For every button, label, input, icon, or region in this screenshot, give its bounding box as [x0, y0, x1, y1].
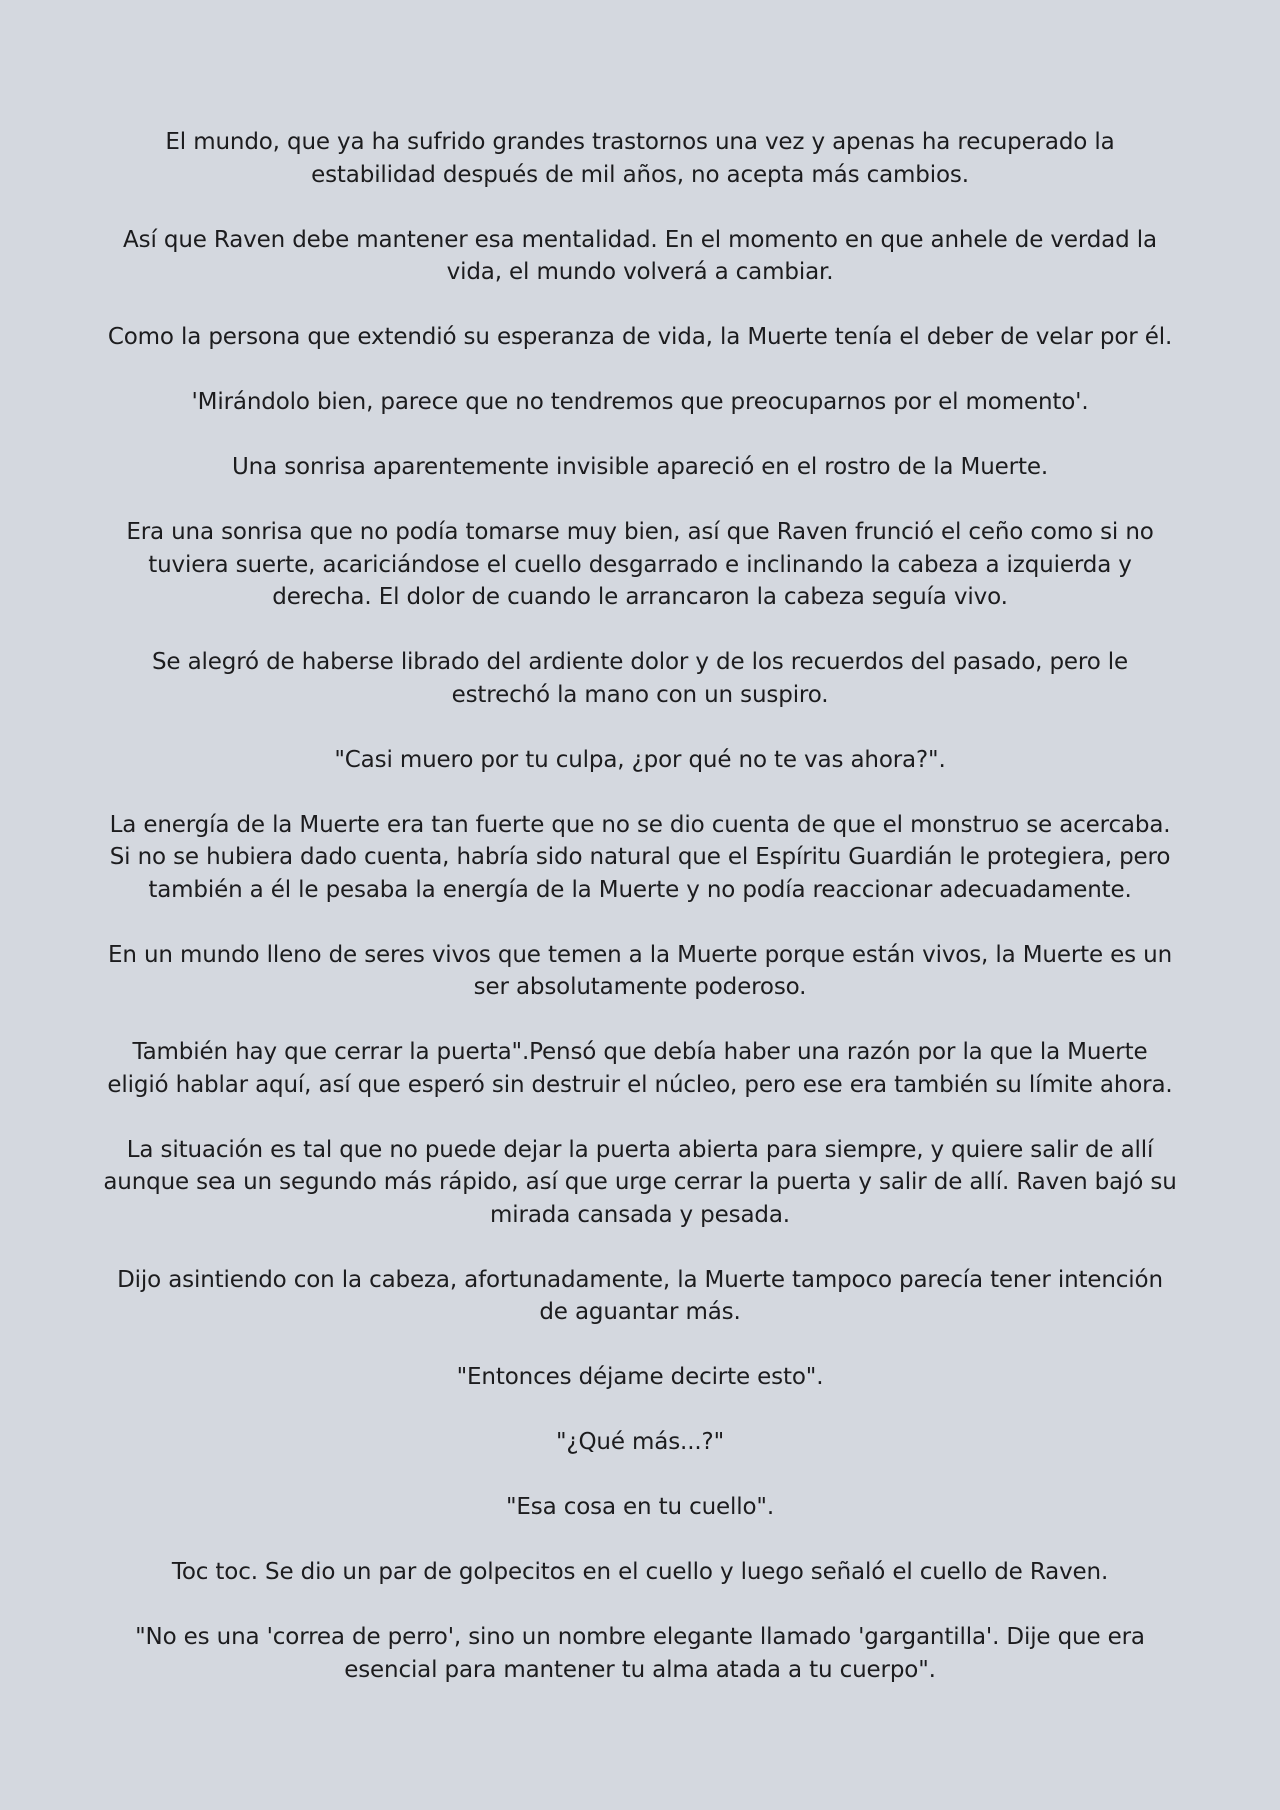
paragraph: También hay que cerrar la puerta".Pensó que debía haber una razón por la que la Muerte eligió hablar aquí, así que esperó sin destruir el núcleo, pero ese era también su límite ahora.	[107, 1039, 1173, 1098]
paragraph: Era una sonrisa que no podía tomarse muy bien, así que Raven frunció el ceño como si no tuviera suerte, acariciándose el cuello desgarrado e inclinando la cabeza a izquierda y derecha. El dolor de cuando le arrancaron la cabeza seguía vivo.	[126, 519, 1154, 610]
paragraph: Dijo asintiendo con la cabeza, afortunadamente, la Muerte tampoco parecía tener intención de aguantar más.	[117, 1266, 1163, 1325]
paragraph: "Esa cosa en tu cuello".	[505, 1494, 775, 1520]
paragraph: Como la persona que extendió su esperanza de vida, la Muerte tenía el deber de velar por él.	[107, 324, 1173, 350]
paragraph: 'Mirándolo bien, parece que no tendremos que preocuparnos por el momento'.	[191, 389, 1089, 415]
paragraph: En un mundo lleno de seres vivos que temen a la Muerte porque están vivos, la Muerte es un ser absolutamente poderoso.	[107, 941, 1173, 1000]
paragraph: El mundo, que ya ha sufrido grandes trastornos una vez y apenas ha recuperado la estabilidad después de mil años, no acepta más cambios.	[165, 129, 1115, 188]
paragraph: "Casi muero por tu culpa, ¿por qué no te vas ahora?".	[334, 746, 946, 773]
paragraph: "No es una 'correa de perro', sino un nombre elegante llamado 'gargantilla'. Dije que era esencial para mantener tu alma atada a tu cuerpo".	[135, 1624, 1145, 1683]
paragraph: Toc toc. Se dio un par de golpecitos en el cuello y luego señaló el cuello de Raven.	[171, 1559, 1109, 1585]
paragraph: La situación es tal que no puede dejar la puerta abierta para siempre, y quiere salir de allí aunque sea un segundo más rápido, así que urge cerrar la puerta y salir de allí. Raven bajó su mirada cansada y pesada.	[103, 1136, 1177, 1228]
paragraph: La energía de la Muerte era tan fuerte que no se dio cuenta de que el monstruo se acercaba. Si no se hubiera dado cuenta, habría sido natural que el Espíritu Guardián le protegiera, pero también a él le pesaba la energía de la Muerte y no podía reaccionar adecuadamente.	[109, 811, 1171, 903]
paragraph: Así que Raven debe mantener esa mentalidad. En el momento en que anhele de verdad la vida, el mundo volverá a cambiar.	[123, 226, 1157, 285]
paragraph: "¿Qué más...?"	[555, 1429, 725, 1455]
paragraph: Se alegró de haberse librado del ardiente dolor y de los recuerdos del pasado, pero le estrechó la mano con un suspiro.	[151, 649, 1129, 708]
paragraph: Una sonrisa aparentemente invisible apareció en el rostro de la Muerte.	[232, 454, 1048, 480]
paragraph: "Entonces déjame decirte esto".	[456, 1364, 824, 1390]
